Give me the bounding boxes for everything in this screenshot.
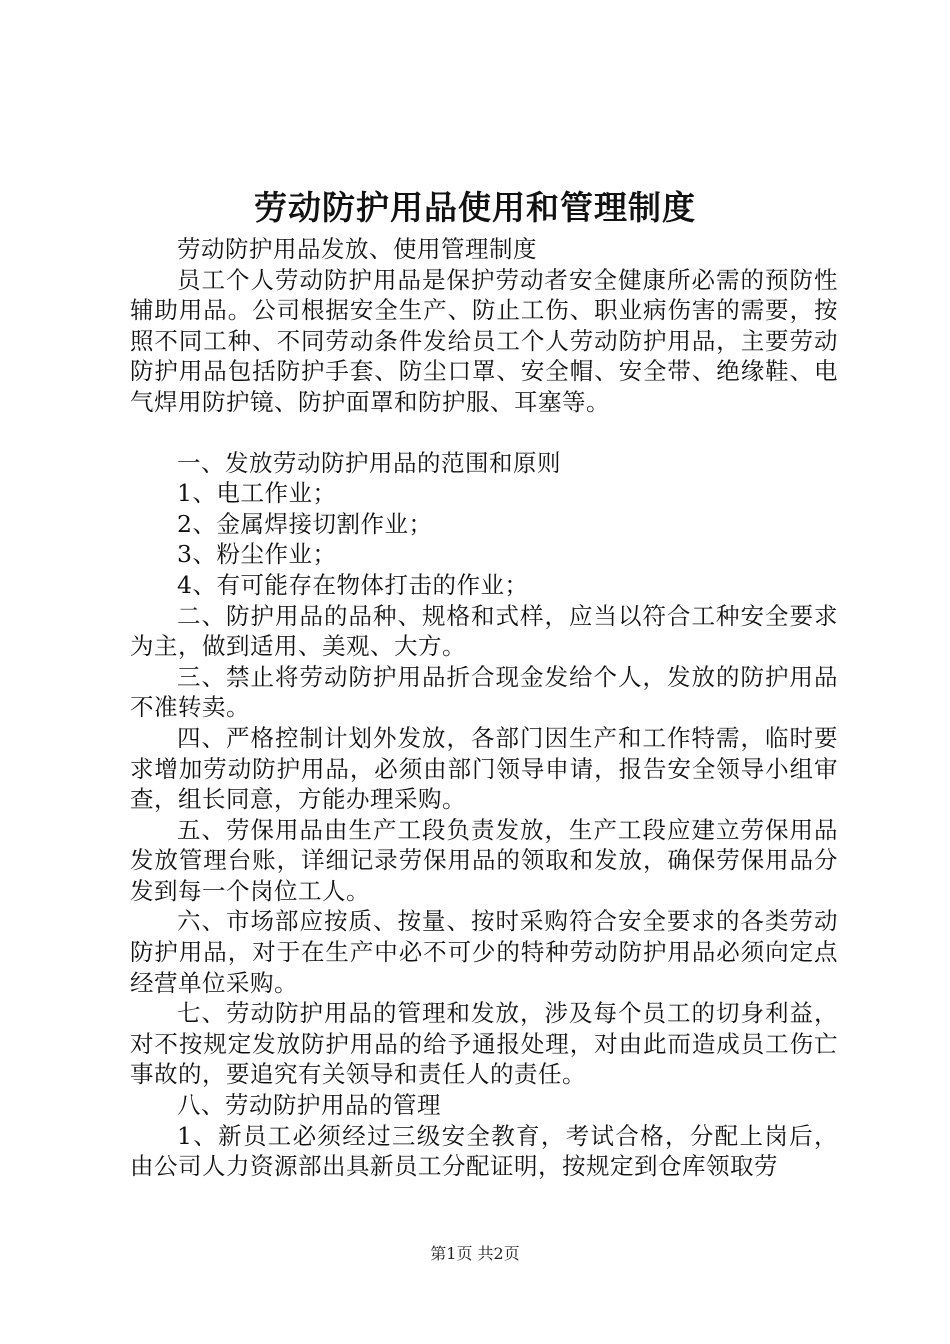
- paragraph-section-5: 五、劳保用品由生产工段负责发放，生产工段应建立劳保用品发放管理台账，详细记录劳保用品的领取和发放，确保劳保用品分发到每一个岗位工人。: [130, 815, 838, 905]
- paragraph-section-3: 三、禁止将劳动防护用品折合现金发给个人，发放的防护用品不准转卖。: [130, 662, 838, 722]
- paragraph-intro: 员工个人劳动防护用品是保护劳动者安全健康所必需的预防性辅助用品。公司根据安全生产、防止工伤、职业病伤害的需要，按照不同工种、不同劳动条件发给员工个人劳动防护用品，主要劳动防护用品包括防护手套、防尘口罩、安全帽、安全带、绝缘鞋、电气焊用防护镜、防护面罩和防护服、耳塞等。: [130, 265, 838, 416]
- paragraph-subtitle: 劳动防护用品发放、使用管理制度: [177, 235, 537, 263]
- paragraph-section-8: 八、劳动防护用品的管理: [177, 1091, 441, 1120]
- document-title: 劳动防护用品使用和管理制度: [254, 188, 696, 227]
- paragraph-section-1: 一、发放劳动防护用品的范围和原则: [177, 448, 561, 477]
- paragraph-section-7: 七、劳动防护用品的管理和发放，涉及每个员工的切身利益，对不按规定发放防护用品的给予通报处理，对由此而造成员工伤亡事故的，要追究有关领导和责任人的责任。: [130, 999, 838, 1089]
- paragraph-section-8-item-1: 1、新员工必须经过三级安全教育，考试合格，分配上岗后，由公司人力资源部出具新员工分配证明，按规定到仓库领取劳: [130, 1121, 838, 1181]
- paragraph-item-1: 1、电工作业；: [177, 479, 337, 508]
- paragraph-item-2: 2、金属焊接切割作业；: [177, 509, 433, 538]
- paragraph-item-4: 4、有可能存在物体打击的作业；: [177, 570, 529, 599]
- document-body: [130, 234, 838, 1182]
- paragraph-section-6: 六、市场部应按质、按量、按时采购符合安全要求的各类劳动防护用品，对于在生产中必不可少的特种劳动防护用品必须向定点经营单位采购。: [130, 907, 838, 997]
- page-footer: 第1页 共2页: [430, 1244, 520, 1263]
- paragraph-section-4: 四、严格控制计划外发放，各部门因生产和工作特需，临时要求增加劳动防护用品，必须由部门领导申请，报告安全领导小组审查，组长同意，方能办理采购。: [130, 723, 838, 814]
- paragraph-section-2: 二、防护用品的品种、规格和式样，应当以符合工种安全要求为主，做到适用、美观、大方。: [130, 601, 838, 661]
- paragraph-item-3: 3、粉尘作业；: [177, 540, 337, 569]
